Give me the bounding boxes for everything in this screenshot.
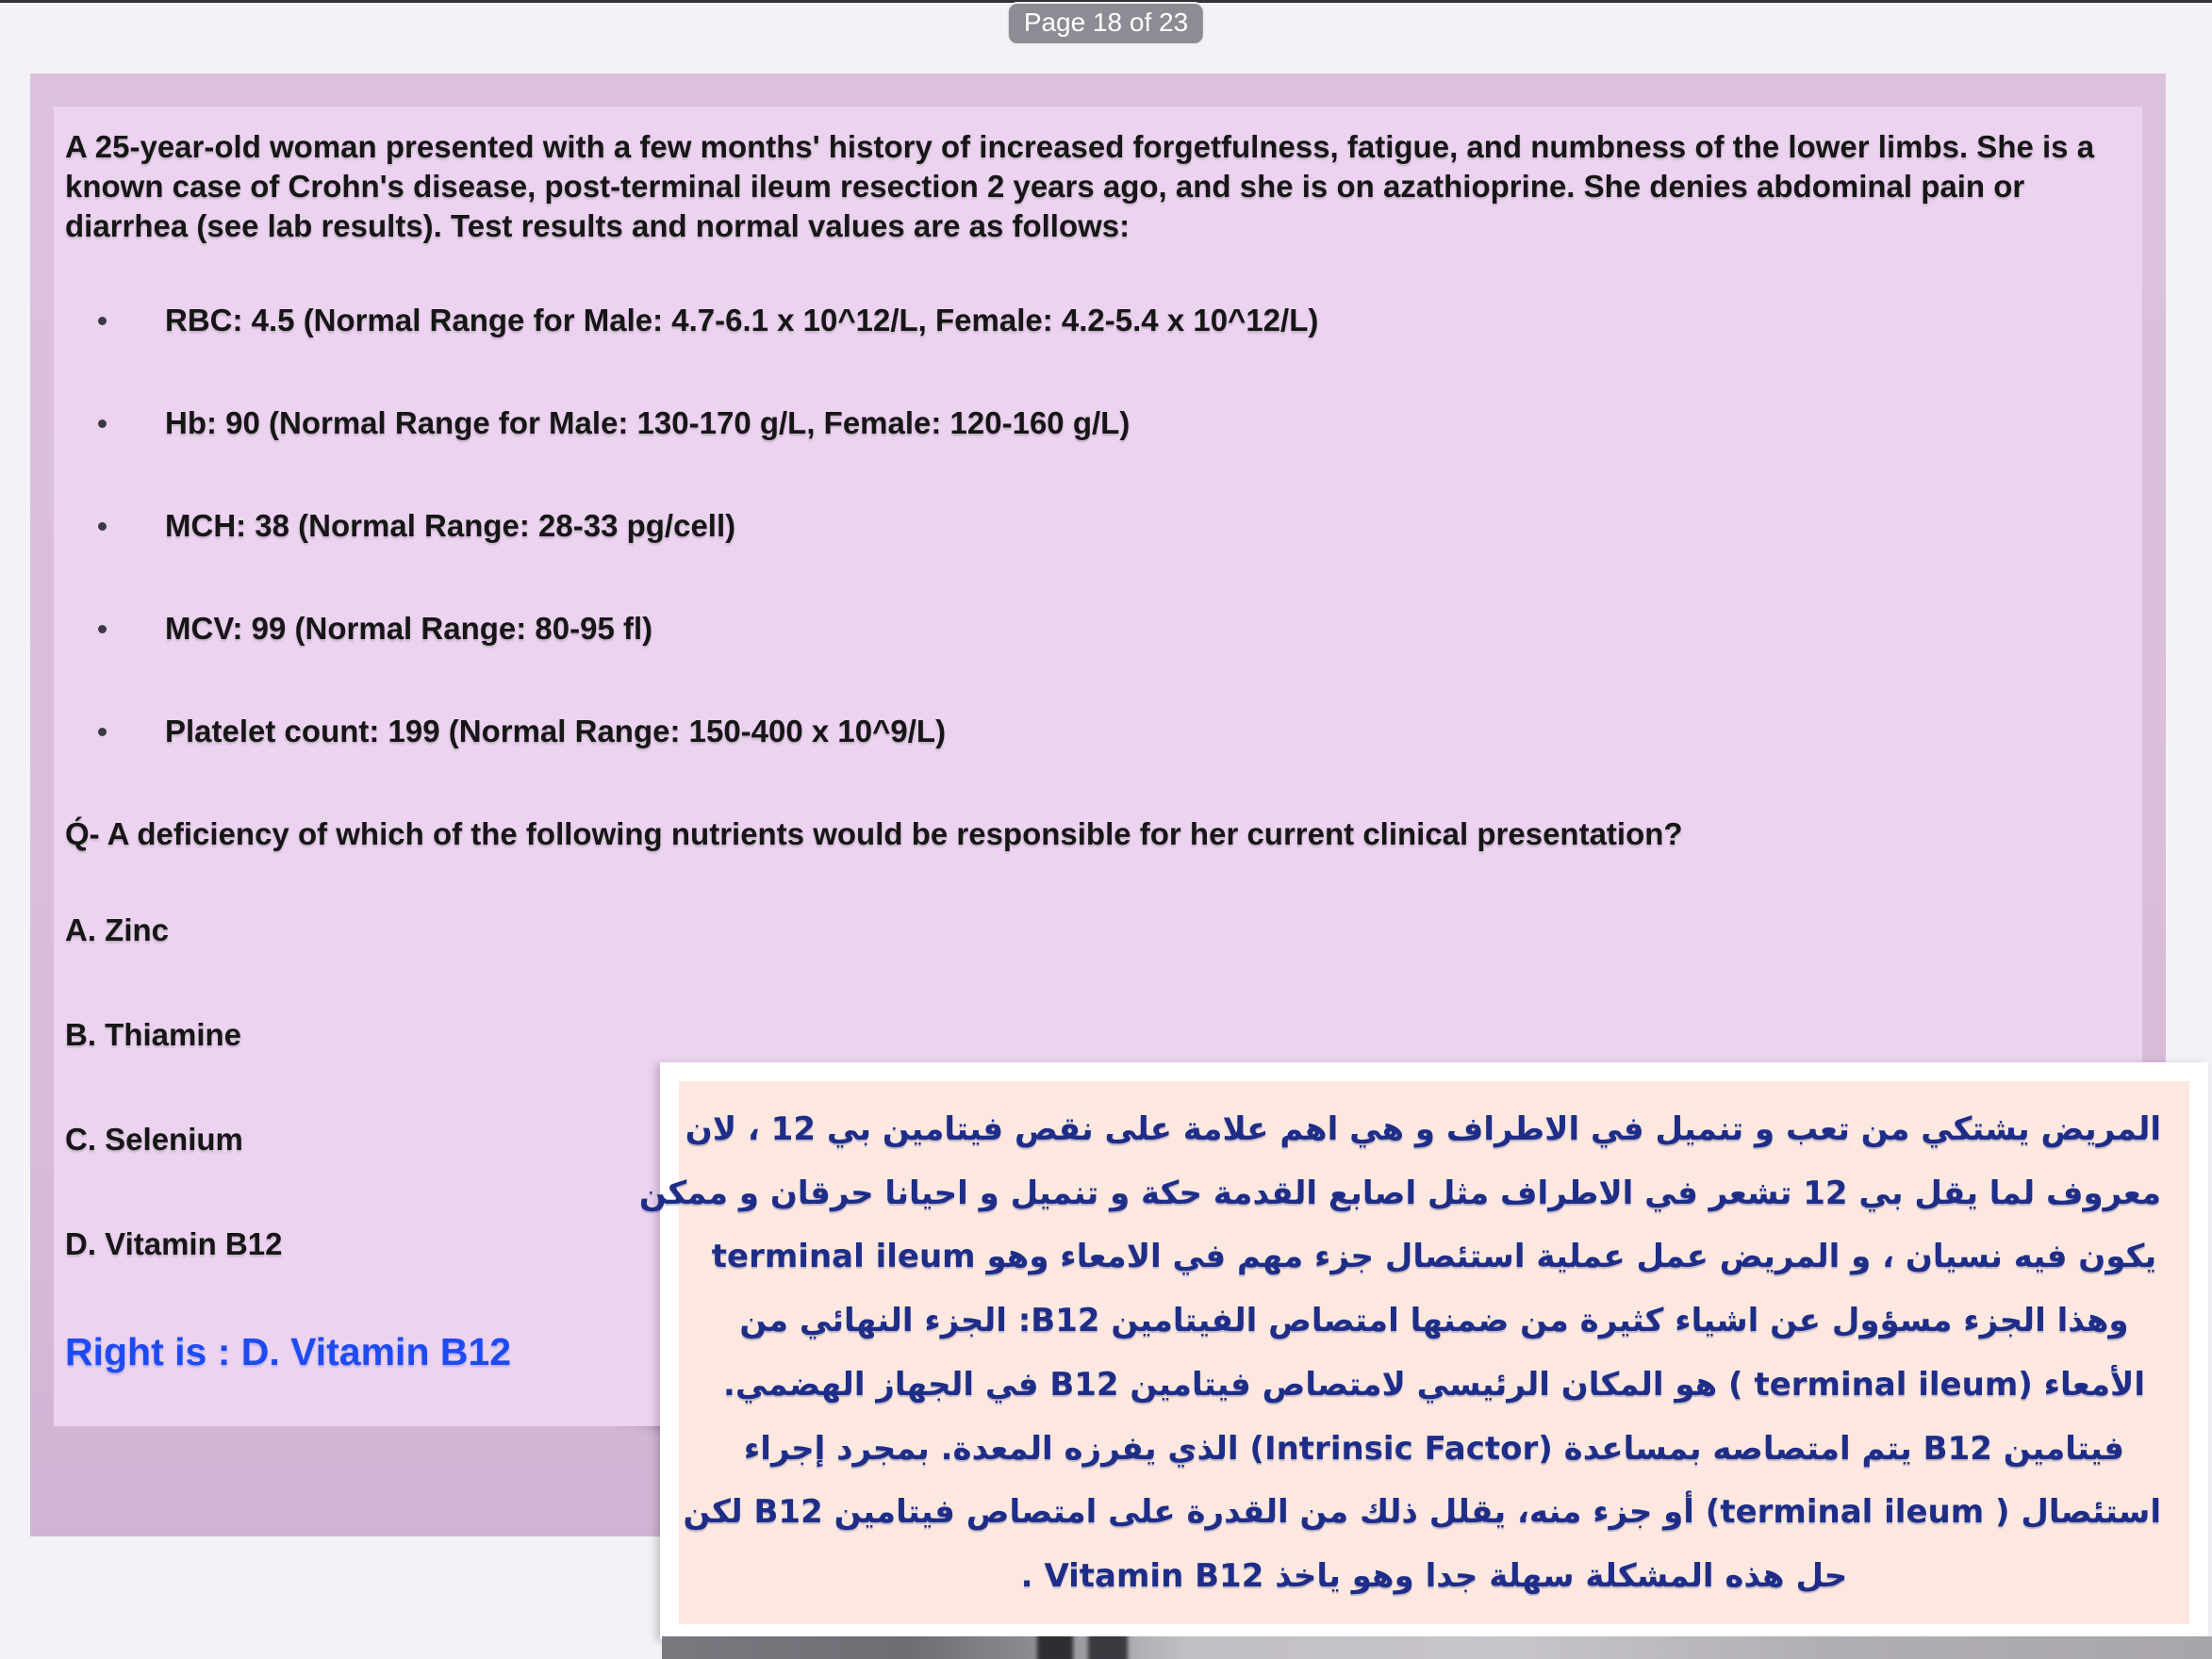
lab-result-text: MCV: 99 (Normal Range: 80-95 fl) (165, 611, 653, 646)
photo-dark-shape (1037, 1636, 1073, 1659)
bullet-dot-icon (98, 317, 107, 325)
explanation-line: المريض يشتكي من تعب و تنميل في الاطراف و هي اهم علامة على نقص فيتامين بي 12 ، لان (685, 1109, 2161, 1148)
explanation-card (638, 1062, 2208, 1639)
option-a: A. Zinc (65, 912, 170, 947)
explanation-line: وهذا الجزء مسؤول عن اشياء كثيرة من ضمنها امتصاص الفيتامين B12: الجزء النهائي من (739, 1302, 2129, 1340)
explanation-line: معروف لما يقل بي 12 تشعر في الاطراف مثل اصابع القدمة حكة و تنميل و احيانا حرقان و ممكن (638, 1174, 2161, 1212)
explanation-line: يكون فيه نسيان ، و المريض عمل عملية استئصال جزء مهم في الامعاء وهو terminal ileum (711, 1238, 2157, 1276)
explanation-line: حل هذه المشكلة سهلة جدا وهو ياخذ Vitamin B12 . (1020, 1557, 1848, 1596)
case-description: A 25-year-old woman presented with a few months' history of increased forgetfulness, fatigue, and numbness of the lower limbs. She is a known case of Crohn's disease, post-terminal ileum resection 2 years ago, and she is on azathioprine. She denies abdominal pain or diarrhea (see lab results). Test results and normal values are as follows: (65, 129, 2095, 243)
option-b: B. Thiamine (65, 1017, 242, 1052)
correct-answer-text: Right is : D. Vitamin B12 (65, 1330, 512, 1373)
question-text: Q́- A deficiency of which of the following nutrients would be responsible for her current clinical presentation? (65, 816, 1683, 851)
explanation-line: استئصال ( terminal ileum) أو جزء منه، يقلل ذلك من القدرة على امتصاص فيتامين B12 لكن (683, 1493, 2161, 1532)
background-photo-strip (662, 1636, 2212, 1659)
lab-result-text: Platelet count: 199 (Normal Range: 150-400 x 10^9/L) (165, 714, 947, 748)
lab-result-item (65, 609, 2100, 649)
explanation-line: الأمعاء (terminal ileum ) هو المكان الرئيسي لامتصاص فيتامين B12 في الجهاز الهضمي. (723, 1365, 2145, 1404)
lab-result-text: Hb: 90 (Normal Range for Male: 130-170 g/L, Female: 120-160 g/L) (165, 405, 1131, 440)
lab-result-item (65, 301, 2100, 340)
explanation-line: فيتامين B12 يتم امتصاصه بمساعدة (Intrinsic Factor) الذي يفرزه المعدة. بمجرد إجراء (743, 1429, 2125, 1468)
bullet-dot-icon (98, 728, 107, 736)
option-c: C. Selenium (65, 1122, 243, 1157)
explanation-text-panel (638, 1081, 2189, 1624)
lab-result-item (65, 403, 2100, 443)
lab-result-text: MCH: 38 (Normal Range: 28-33 pg/cell) (165, 508, 736, 543)
lab-result-item (65, 506, 2100, 546)
option-d: D. Vitamin B12 (65, 1226, 283, 1261)
page-indicator-badge (1007, 2, 1205, 45)
lab-result-text: RBC: 4.5 (Normal Range for Male: 4.7-6.1 x 10^12/L, Female: 4.2-5.4 x 10^12/L) (165, 303, 1319, 337)
bullet-dot-icon (98, 419, 107, 428)
page-indicator-label: Page 18 of 23 (1023, 8, 1189, 37)
bullet-dot-icon (98, 625, 107, 633)
bullet-dot-icon (98, 522, 107, 531)
lab-result-item (65, 712, 2100, 751)
photo-dark-shape (1088, 1636, 1128, 1659)
